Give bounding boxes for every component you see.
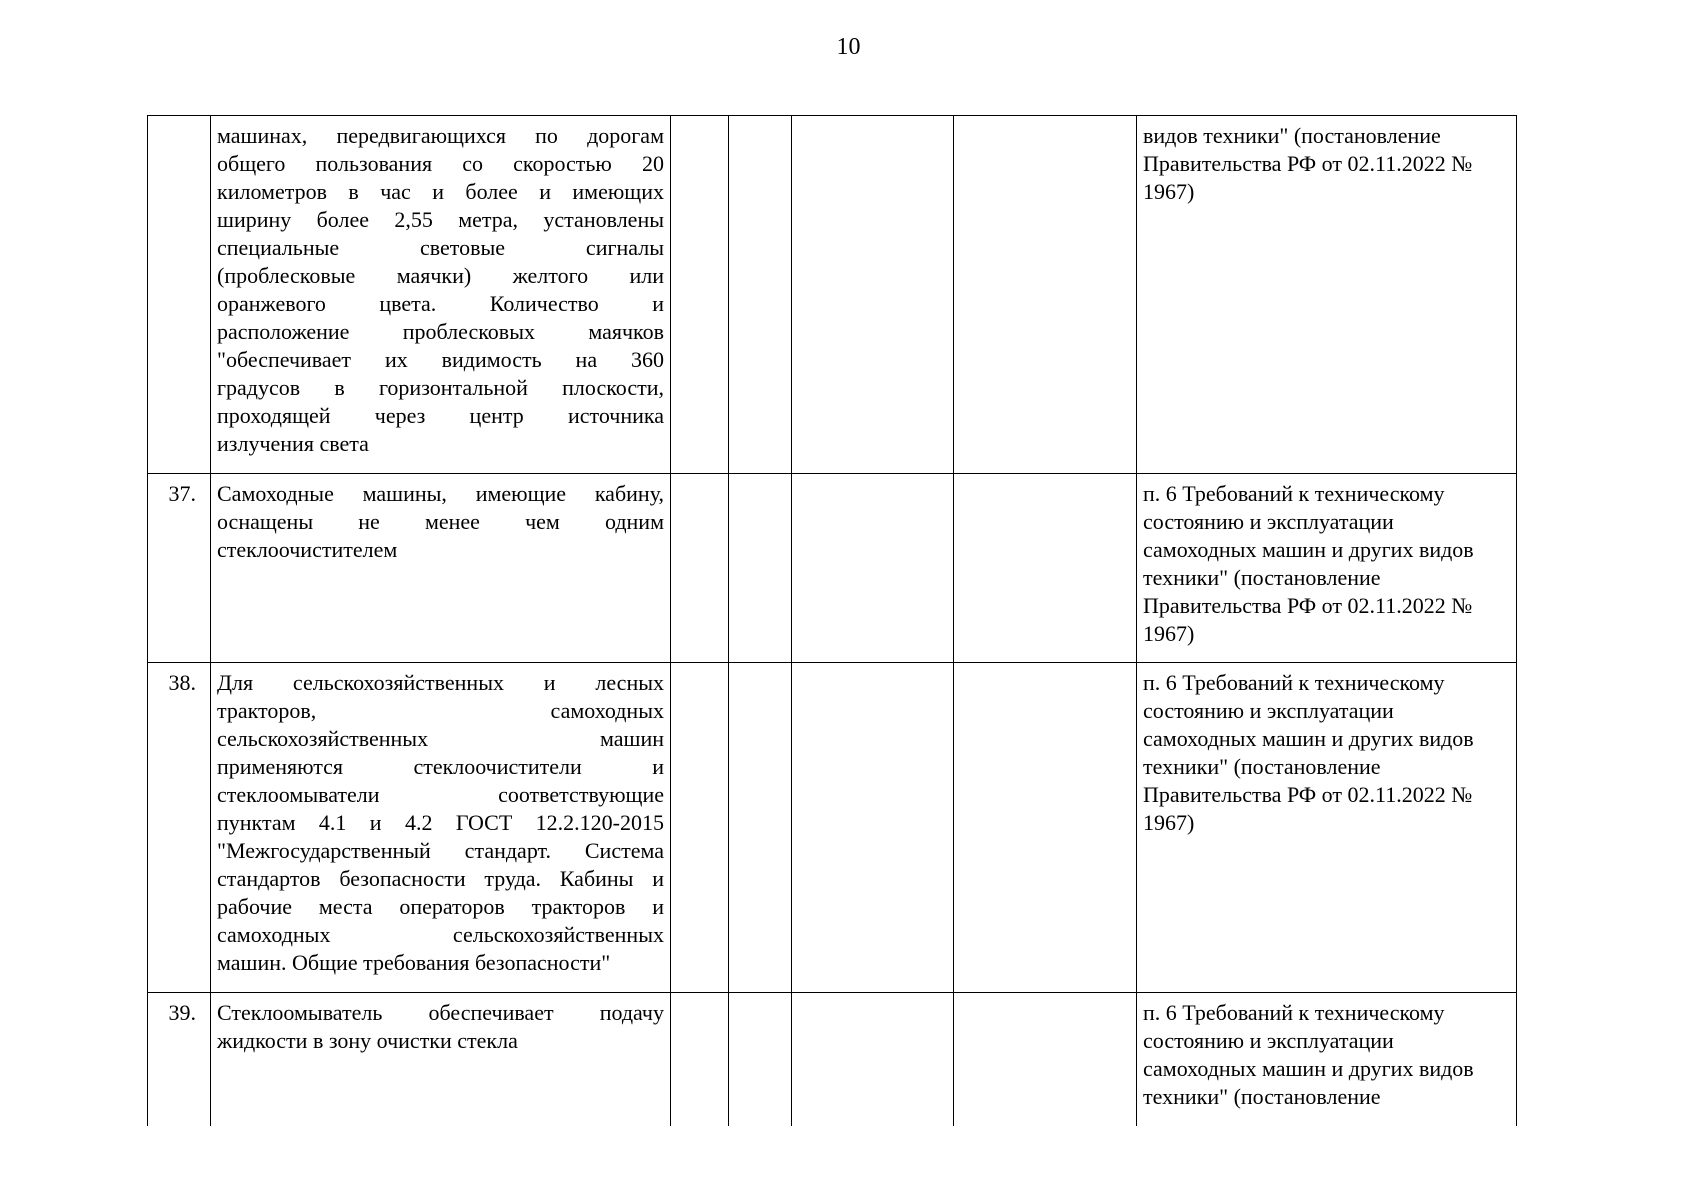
requirement-line: Для сельскохозяйственных и лесных (217, 670, 664, 695)
row-number: 39. (148, 993, 211, 1126)
requirement-line: (проблесковые маячки) желтого или (217, 263, 664, 288)
empty-cell (954, 993, 1137, 1126)
table-row (148, 116, 1517, 474)
requirement-line: тракторов, самоходных (217, 698, 664, 723)
empty-cell (792, 116, 954, 474)
requirement-line: Самоходные машины, имеющие кабину, (217, 481, 664, 506)
page-number: 10 (836, 34, 861, 60)
requirement-line: проходящей через центр источника (217, 403, 664, 428)
requirement-text (211, 116, 671, 474)
requirements-table (147, 115, 1517, 1126)
empty-cell (671, 663, 729, 993)
table-row (148, 474, 1517, 663)
legal-reference: п. 6 Требований к техническому состоянию и эксплуатации самоходных машин и других видов техники" (постановление Правительства РФ от 02.11.2022 № 1967) (1137, 474, 1517, 663)
requirement-line: километров в час и более и имеющих (217, 179, 664, 204)
requirement-line: стеклоочистителем (217, 537, 398, 562)
empty-cell (671, 993, 729, 1126)
requirement-line: жидкости в зону очистки стекла (217, 1028, 518, 1053)
empty-cell (792, 474, 954, 663)
empty-cell (792, 663, 954, 993)
requirement-line: пунктам 4.1 и 4.2 ГОСТ 12.2.120-2015 (217, 810, 664, 835)
requirement-line: общего пользования со скоростью 20 (217, 151, 664, 176)
empty-cell (729, 474, 792, 663)
empty-cell (954, 116, 1137, 474)
empty-cell (792, 993, 954, 1126)
requirement-line: оранжевого цвета. Количество и (217, 291, 664, 316)
empty-cell (729, 993, 792, 1126)
empty-cell (729, 116, 792, 474)
table-row (148, 663, 1517, 993)
requirement-line: самоходных сельскохозяйственных (217, 922, 664, 947)
requirement-line: машинах, передвигающихся по дорогам (217, 123, 664, 148)
requirement-line: стандартов безопасности труда. Кабины и (217, 866, 664, 891)
legal-reference: п. 6 Требований к техническому состоянию и эксплуатации самоходных машин и других видов техники" (постановление Правительства РФ от 02.11.2022 № 1967) (1137, 663, 1517, 993)
row-number: 37. (148, 474, 211, 663)
requirement-line: "Межгосударственный стандарт. Система (217, 838, 664, 863)
requirement-line: Стеклоомыватель обеспечивает подачу (217, 1000, 664, 1025)
requirement-line: применяются стеклоочистители и (217, 754, 664, 779)
empty-cell (729, 663, 792, 993)
requirement-line: оснащены не менее чем одним (217, 509, 664, 534)
legal-reference: п. 6 Требований к техническому состоянию и эксплуатации самоходных машин и других видов техники" (постановление (1137, 993, 1517, 1126)
table-row (148, 993, 1517, 1126)
row-number: 38. (148, 663, 211, 993)
empty-cell (671, 116, 729, 474)
requirement-line: стеклоомыватели соответствующие (217, 782, 664, 807)
legal-reference: видов техники" (постановление Правительства РФ от 02.11.2022 № 1967) (1137, 116, 1517, 474)
requirement-text (211, 663, 671, 993)
requirement-line: ширину более 2,55 метра, установлены (217, 207, 664, 232)
requirement-line: сельскохозяйственных машин (217, 726, 664, 751)
empty-cell (671, 474, 729, 663)
empty-cell (954, 474, 1137, 663)
requirement-line: излучения света (217, 431, 369, 456)
requirement-line: специальные световые сигналы (217, 235, 664, 260)
requirement-line: машин. Общие требования безопасности" (217, 950, 611, 975)
requirement-line: рабочие места операторов тракторов и (217, 894, 664, 919)
requirement-text (211, 474, 671, 663)
empty-cell (954, 663, 1137, 993)
requirement-line: "обеспечивает их видимость на 360 (217, 347, 664, 372)
requirement-line: градусов в горизонтальной плоскости, (217, 375, 664, 400)
requirement-text (211, 993, 671, 1126)
row-number (148, 116, 211, 474)
requirement-line: расположение проблесковых маячков (217, 319, 664, 344)
